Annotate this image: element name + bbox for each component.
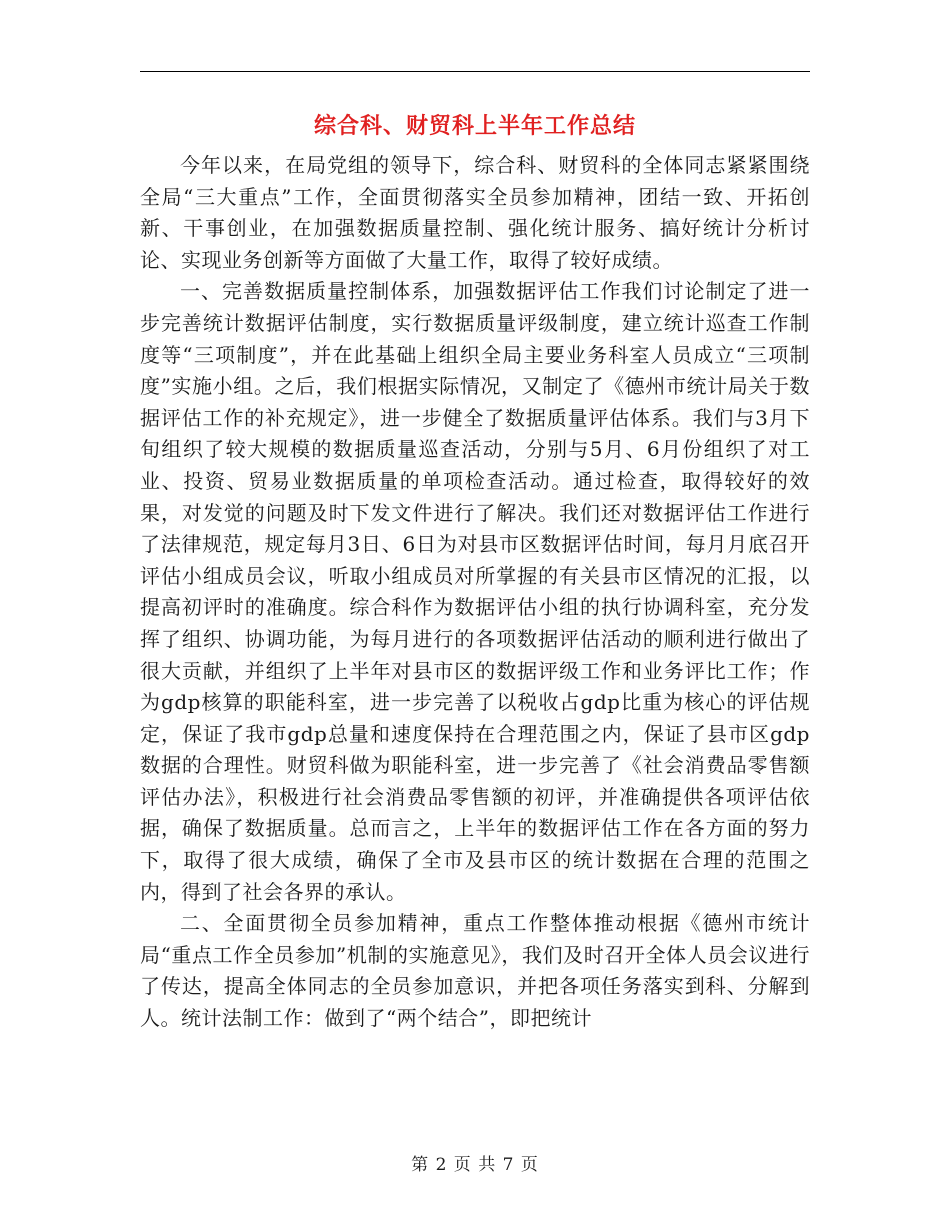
page-number-footer: 第 2 页 共 7 页 — [411, 1155, 539, 1175]
paragraph-section-one: 一、完善数据质量控制体系，加强数据评估工作我们讨论制定了进一步完善统计数据评估制度，实行数据质量评级制度，建立统计巡查工作制度等“三项制度”，并在此基础上组织全局主要业务科室人员成立“三项制度”实施小组。之后，我们根据实际情况，又制定了《德州市统计局关于数据评估工作的补充规定》，进一步健全了数据质量评估体系。我们与3月下旬组织了较大规模的数据质量巡查活动，分别与5月、6月份组织了对工业、投资、贸易业数据质量的单项检查活动。通过检查，取得较好的效果，对发觉的问题及时下发文件进行了解决。我们还对数据评估工作进行了法律规范，规定每月3日、6日为对县市区数据评估时间，每月月底召开评估小组成员会议，听取小组成员对所掌握的有关县市区情况的汇报，以提高初评时的准确度。综合科作为数据评估小组的执行协调科室，充分发挥了组织、协调功能，为每月进行的各项数据评估活动的顺利进行做出了很大贡献，并组织了上半年对县市区的数据评级工作和业务评比工作；作为gdp核算的职能科室，进一步完善了以税收占gdp比重为核心的评估规定，保证了我市gdp总量和速度保持在合理范围之内，保证了县市区gdp数据的合理性。财贸科做为职能科室，进一步完善了《社会消费品零售额评估办法》，积极进行社会消费品零售额的初评，并准确提供各项评估依据，确保了数据质量。总而言之，上半年的数据评估工作在各方面的努力下，取得了很大成绩，确保了全市及县市区的统计数据在合理的范围之内，得到了社会各界的承认。 — [140, 279, 810, 904]
document-body — [140, 150, 810, 1035]
header-rule — [140, 71, 810, 72]
paragraph-intro: 今年以来，在局党组的领导下，综合科、财贸科的全体同志紧紧围绕全局“三大重点”工作，全面贯彻落实全员参加精神，团结一致、开拓创新、干事创业，在加强数据质量控制、强化统计服务、搞好统计分析讨论、实现业务创新等方面做了大量工作，取得了较好成绩。 — [140, 153, 810, 272]
document-title: 综合科、财贸科上半年工作总结 — [313, 113, 636, 139]
paragraph-section-two: 二、全面贯彻全员参加精神，重点工作整体推动根据《德州市统计局“重点工作全员参加”机制的实施意见》，我们及时召开全体人员会议进行了传达，提高全体同志的全员参加意识，并把各项任务落实到科、分解到人。统计法制工作：做到了“两个结合”，即把统计 — [140, 911, 810, 1031]
